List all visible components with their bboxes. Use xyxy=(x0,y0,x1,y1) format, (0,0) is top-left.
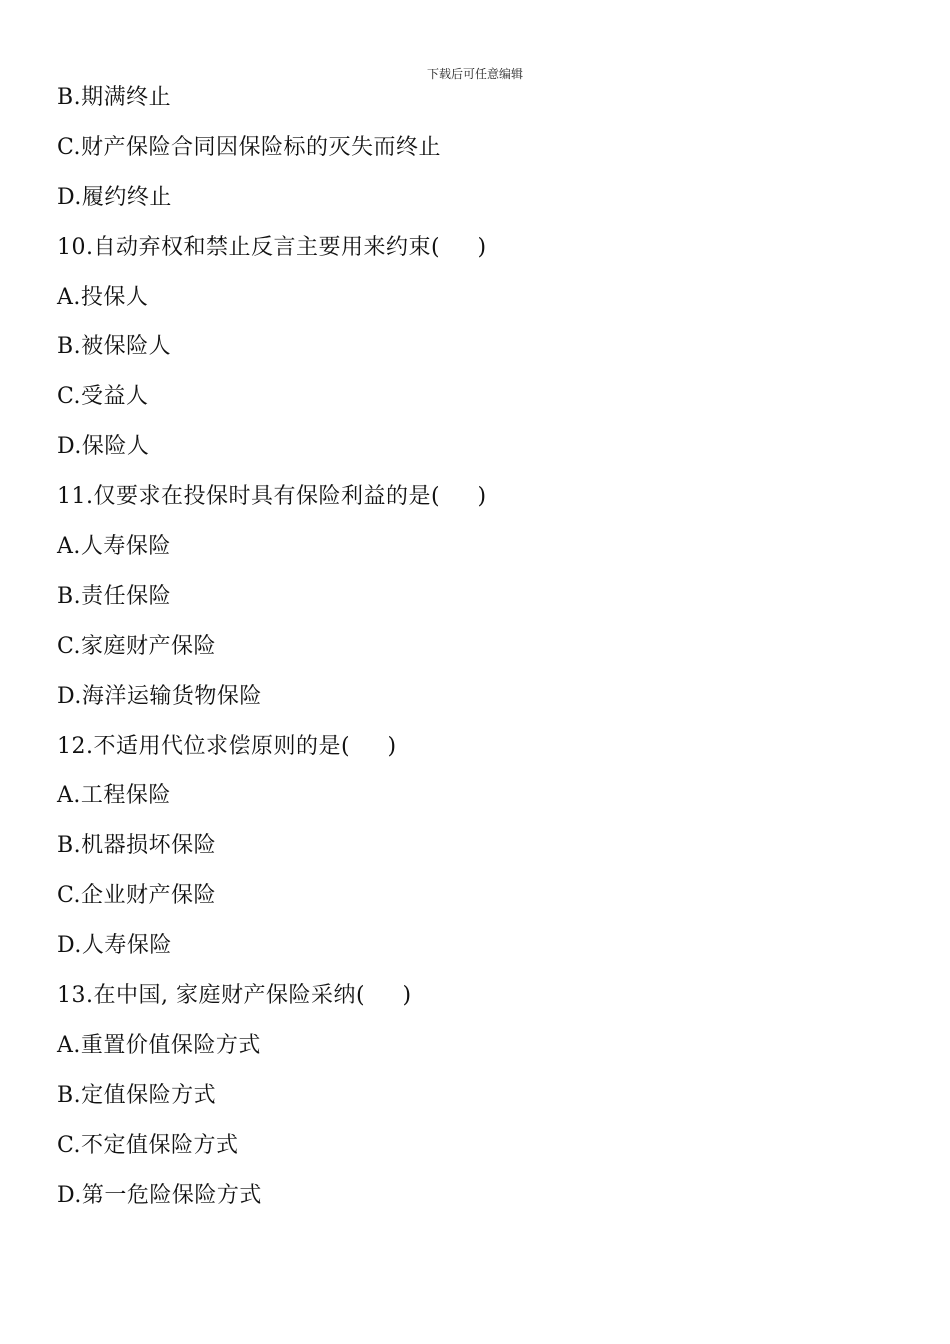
option-10a: A.投保人 xyxy=(57,284,149,310)
option-10d: D.保险人 xyxy=(57,434,150,460)
question-13: 13.在中国, 家庭财产保险采纳( ) xyxy=(57,983,412,1009)
option-13c: C.不定值保险方式 xyxy=(57,1132,239,1158)
option-12b: B.机器损坏保险 xyxy=(57,833,217,859)
option-11a: A.人寿保险 xyxy=(57,534,171,560)
question-10: 10.自动弃权和禁止反言主要用来约束( ) xyxy=(57,234,487,260)
option-12c: C.企业财产保险 xyxy=(57,883,217,909)
option-11d: D.海洋运输货物保险 xyxy=(57,683,262,709)
document-body xyxy=(57,80,897,1227)
option-9b: B.期满终止 xyxy=(57,85,172,110)
question-12: 12.不适用代位求偿原则的是( ) xyxy=(57,733,397,759)
option-12d: D.人寿保险 xyxy=(57,933,172,959)
option-11b: B.责任保险 xyxy=(57,583,172,609)
option-10c: C.受益人 xyxy=(57,384,149,410)
option-9d: D.履约终止 xyxy=(57,184,172,210)
option-13a: A.重置价值保险方式 xyxy=(57,1032,261,1058)
option-13b: B.定值保险方式 xyxy=(57,1082,217,1108)
option-11c: C.家庭财产保险 xyxy=(57,633,217,659)
option-13d: D.第一危险保险方式 xyxy=(57,1182,262,1208)
option-9c: C.财产保险合同因保险标的灭失而终止 xyxy=(57,134,442,160)
option-10b: B.被保险人 xyxy=(57,334,172,360)
question-11: 11.仅要求在投保时具有保险利益的是( ) xyxy=(57,484,487,510)
page-header-watermark: 下载后可任意编辑 xyxy=(426,67,523,81)
option-12a: A.工程保险 xyxy=(57,783,171,809)
